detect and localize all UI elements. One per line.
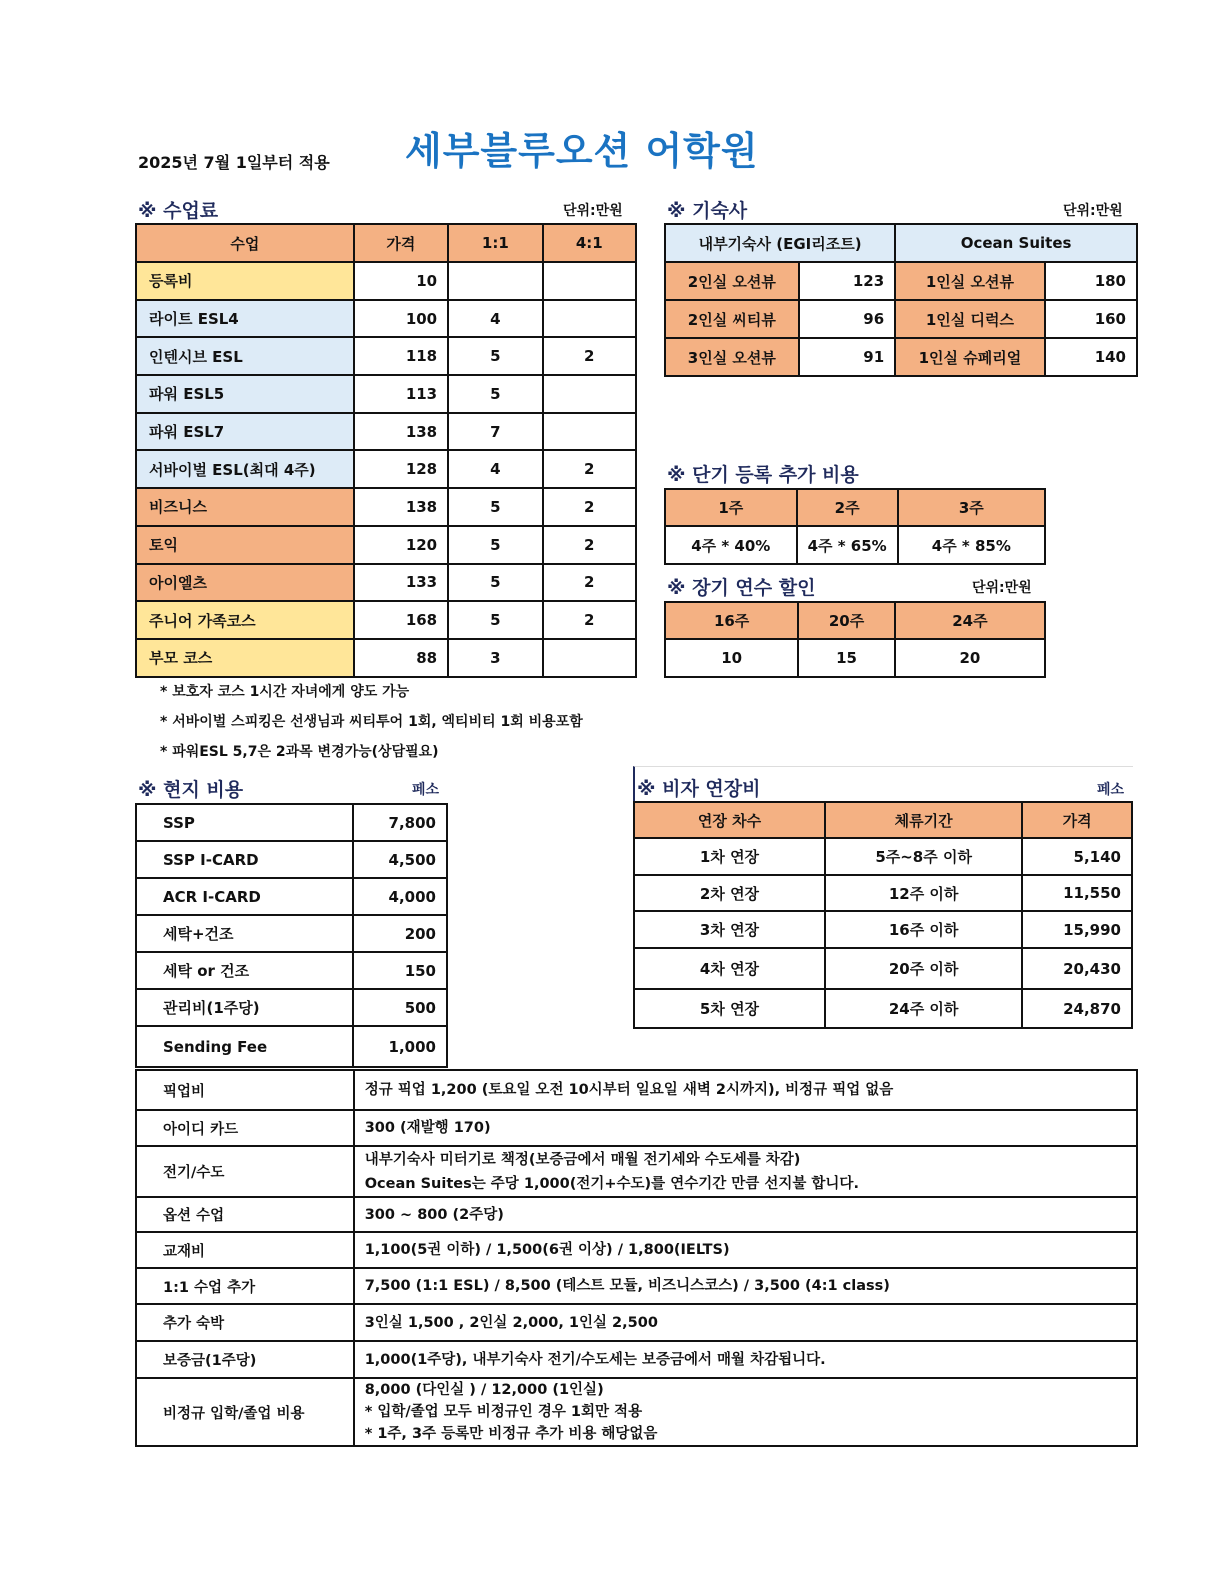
misc-value-line: 내부기숙사 미터기로 책정(보증금에서 매월 전기세와 수도세를 차감) xyxy=(364,1151,801,1168)
stay-period: 20주 이하 xyxy=(825,948,1022,989)
misc-value-line: 1,100(5권 이하) / 1,500(6권 이상) / 1,800(IELTS) xyxy=(364,1242,730,1258)
fee-name: 세탁 or 건조 xyxy=(136,952,353,989)
misc-value xyxy=(354,1268,1137,1304)
long-term-unit: 단위:만원 xyxy=(972,580,1032,596)
misc-row xyxy=(136,1304,1137,1341)
four-on-one-count xyxy=(543,262,636,300)
tuition-note: * 파워ESL 5,7은 2과목 변경가능(상담필요) xyxy=(160,744,439,760)
column-header: 3주 xyxy=(898,489,1045,526)
course-name: 비즈니스 xyxy=(136,488,354,526)
visa-price: 24,870 xyxy=(1022,989,1132,1028)
four-on-one-count: 2 xyxy=(543,564,636,602)
tuition-table xyxy=(135,223,637,678)
short-term-value: 4주 * 40% xyxy=(665,526,797,564)
tuition-row xyxy=(136,300,636,338)
misc-value-line: * 입학/졸업 모두 비정규인 경우 1회만 적용 xyxy=(364,1404,643,1420)
tuition-row xyxy=(136,337,636,375)
misc-value xyxy=(354,1341,1137,1378)
column-header: 체류기간 xyxy=(825,802,1022,838)
tuition-row xyxy=(136,488,636,526)
misc-row xyxy=(136,1070,1137,1110)
long-term-value: 15 xyxy=(798,639,895,677)
four-on-one-count: 2 xyxy=(543,488,636,526)
one-on-one-count: 5 xyxy=(448,337,542,375)
dorm-row xyxy=(665,300,1137,338)
tuition-row xyxy=(136,639,636,677)
page-title: 세부블루오션 어학원 xyxy=(405,129,759,173)
dorm-section-title: ※ 기숙사 xyxy=(667,200,748,222)
room-type: 2인실 오션뷰 xyxy=(665,262,799,300)
one-on-one-count: 5 xyxy=(448,526,542,564)
course-price: 138 xyxy=(354,488,448,526)
misc-value-line: 정규 픽업 1,200 (토요일 오전 10시부터 일요일 새벽 2시까지), 비정규 픽업 없음 xyxy=(364,1082,894,1098)
column-header: 가격 xyxy=(354,224,448,262)
one-on-one-count: 5 xyxy=(448,488,542,526)
tuition-row xyxy=(136,375,636,413)
tuition-row xyxy=(136,262,636,300)
one-on-one-count: 7 xyxy=(448,413,542,451)
long-term-value: 10 xyxy=(665,639,798,677)
misc-value-line: Ocean Suites는 주당 1,000(전기+수도)를 연수기간 만큼 선지불 합니다. xyxy=(364,1175,859,1192)
dorm-group-header: Ocean Suites xyxy=(895,224,1137,262)
visa-row xyxy=(634,838,1132,875)
fee-price: 150 xyxy=(353,952,448,989)
course-price: 113 xyxy=(354,375,448,413)
column-header: 2주 xyxy=(797,489,898,526)
course-name: 인텐시브 ESL xyxy=(136,337,354,375)
visa-price: 15,990 xyxy=(1022,911,1132,948)
tuition-section-title: ※ 수업료 xyxy=(138,200,219,222)
fee-name: 관리비(1주당) xyxy=(136,989,353,1026)
course-name: 아이엘츠 xyxy=(136,564,354,602)
one-on-one-count: 5 xyxy=(448,375,542,413)
misc-fees-table xyxy=(135,1069,1138,1447)
course-price: 128 xyxy=(354,450,448,488)
misc-value xyxy=(354,1232,1137,1268)
course-price: 100 xyxy=(354,300,448,338)
fee-name: ACR I-CARD xyxy=(136,878,353,915)
misc-value xyxy=(354,1070,1137,1110)
short-term-table xyxy=(664,488,1046,565)
local-fee-row xyxy=(136,1026,447,1067)
column-header: 수업 xyxy=(136,224,354,262)
fee-price: 1,000 xyxy=(353,1026,448,1067)
one-on-one-count: 5 xyxy=(448,564,542,602)
course-price: 168 xyxy=(354,601,448,639)
fee-name: 세탁+건조 xyxy=(136,915,353,952)
room-type: 3인실 오션뷰 xyxy=(665,338,799,376)
misc-row xyxy=(136,1232,1137,1268)
four-on-one-count: 2 xyxy=(543,337,636,375)
misc-label: 옵션 수업 xyxy=(136,1197,354,1232)
column-header: 16주 xyxy=(665,602,798,639)
local-fee-row xyxy=(136,804,447,841)
column-header: 4:1 xyxy=(543,224,636,262)
room-type: 1인실 슈페리얼 xyxy=(895,338,1045,376)
dorm-unit: 단위:만원 xyxy=(1063,203,1123,219)
short-term-value: 4주 * 65% xyxy=(797,526,898,564)
effective-date: 2025년 7월 1일부터 적용 xyxy=(138,153,330,172)
course-price: 133 xyxy=(354,564,448,602)
stay-period: 24주 이하 xyxy=(825,989,1022,1028)
visa-unit: 페소 xyxy=(1097,782,1125,798)
local-fee-row xyxy=(136,989,447,1026)
four-on-one-count: 2 xyxy=(543,450,636,488)
column-header: 24주 xyxy=(895,602,1045,639)
one-on-one-count xyxy=(448,262,542,300)
fee-name: SSP I-CARD xyxy=(136,841,353,878)
four-on-one-count xyxy=(543,639,636,677)
one-on-one-count: 3 xyxy=(448,639,542,677)
tuition-row xyxy=(136,413,636,451)
visa-row xyxy=(634,989,1132,1028)
visa-row xyxy=(634,948,1132,989)
column-header: 가격 xyxy=(1022,802,1132,838)
column-header: 1:1 xyxy=(448,224,542,262)
extension-round: 4차 연장 xyxy=(634,948,825,989)
one-on-one-count: 4 xyxy=(448,450,542,488)
misc-value xyxy=(354,1304,1137,1341)
fee-name: SSP xyxy=(136,804,353,841)
local-fees-unit: 페소 xyxy=(412,782,440,798)
local-fee-row xyxy=(136,952,447,989)
fee-price: 7,800 xyxy=(353,804,448,841)
misc-label: 전기/수도 xyxy=(136,1146,354,1197)
course-price: 10 xyxy=(354,262,448,300)
misc-value-line: 3인실 1,500 , 2인실 2,000, 1인실 2,500 xyxy=(364,1314,658,1331)
room-price: 160 xyxy=(1045,300,1137,338)
tuition-unit: 단위:만원 xyxy=(563,203,623,219)
visa-price: 20,430 xyxy=(1022,948,1132,989)
dorm-row xyxy=(665,262,1137,300)
long-term-value: 20 xyxy=(895,639,1045,677)
course-name: 토익 xyxy=(136,526,354,564)
four-on-one-count: 2 xyxy=(543,601,636,639)
misc-row xyxy=(136,1378,1137,1446)
misc-value-line: 1,000(1주당), 내부기숙사 전기/수도세는 보증금에서 매월 차감됩니다. xyxy=(364,1351,826,1368)
column-header: 1주 xyxy=(665,489,797,526)
column-header: 연장 차수 xyxy=(634,802,825,838)
local-fee-row xyxy=(136,878,447,915)
column-header: 20주 xyxy=(798,602,895,639)
fee-name: Sending Fee xyxy=(136,1026,353,1067)
dorm-group-header: 내부기숙사 (EGI리조트) xyxy=(665,224,895,262)
local-fee-row xyxy=(136,841,447,878)
dorm-row xyxy=(665,338,1137,376)
fee-price: 4,000 xyxy=(353,878,448,915)
course-price: 118 xyxy=(354,337,448,375)
misc-value xyxy=(354,1197,1137,1232)
misc-value-line: 7,500 (1:1 ESL) / 8,500 (테스트 모듈, 비즈니스코스) / 3,500 (4:1 class) xyxy=(364,1278,890,1294)
misc-value xyxy=(354,1378,1137,1446)
visa-row xyxy=(634,911,1132,948)
fee-price: 500 xyxy=(353,989,448,1026)
tuition-row xyxy=(136,601,636,639)
stay-period: 12주 이하 xyxy=(825,875,1022,911)
short-term-value: 4주 * 85% xyxy=(898,526,1045,564)
misc-row xyxy=(136,1146,1137,1197)
misc-value xyxy=(354,1110,1137,1146)
course-name: 주니어 가족코스 xyxy=(136,601,354,639)
room-price: 91 xyxy=(799,338,895,376)
visa-row xyxy=(634,875,1132,911)
misc-label: 교재비 xyxy=(136,1232,354,1268)
course-price: 88 xyxy=(354,639,448,677)
course-name: 라이트 ESL4 xyxy=(136,300,354,338)
extension-round: 5차 연장 xyxy=(634,989,825,1028)
course-name: 파워 ESL5 xyxy=(136,375,354,413)
misc-value-line: 300 (재발행 170) xyxy=(364,1120,491,1136)
one-on-one-count: 4 xyxy=(448,300,542,338)
four-on-one-count xyxy=(543,413,636,451)
local-fees-section-title: ※ 현지 비용 xyxy=(138,779,244,801)
visa-price: 11,550 xyxy=(1022,875,1132,911)
room-price: 180 xyxy=(1045,262,1137,300)
room-type: 2인실 씨티뷰 xyxy=(665,300,799,338)
stay-period: 5주~8주 이하 xyxy=(825,838,1022,875)
four-on-one-count xyxy=(543,300,636,338)
fee-price: 200 xyxy=(353,915,448,952)
misc-row xyxy=(136,1197,1137,1232)
misc-label: 보증금(1주당) xyxy=(136,1341,354,1378)
extension-round: 3차 연장 xyxy=(634,911,825,948)
visa-table xyxy=(633,801,1133,1029)
misc-label: 1:1 수업 추가 xyxy=(136,1268,354,1304)
room-type: 1인실 디럭스 xyxy=(895,300,1045,338)
course-price: 138 xyxy=(354,413,448,451)
misc-value-line: * 1주, 3주 등록만 비정규 추가 비용 해당없음 xyxy=(364,1426,658,1442)
short-term-section-title: ※ 단기 등록 추가 비용 xyxy=(667,464,859,486)
local-fee-row xyxy=(136,915,447,952)
tuition-note: * 서바이벌 스피킹은 선생님과 씨티투어 1회, 엑티비티 1회 비용포함 xyxy=(160,714,583,730)
room-price: 96 xyxy=(799,300,895,338)
local-fees-table xyxy=(135,803,448,1068)
tuition-row xyxy=(136,564,636,602)
tuition-row xyxy=(136,526,636,564)
misc-row xyxy=(136,1341,1137,1378)
stay-period: 16주 이하 xyxy=(825,911,1022,948)
visa-price: 5,140 xyxy=(1022,838,1132,875)
room-price: 140 xyxy=(1045,338,1137,376)
one-on-one-count: 5 xyxy=(448,601,542,639)
fee-price: 4,500 xyxy=(353,841,448,878)
course-name: 등록비 xyxy=(136,262,354,300)
long-term-section-title: ※ 장기 연수 할인 xyxy=(667,577,816,599)
misc-label: 아이디 카드 xyxy=(136,1110,354,1146)
tuition-note: * 보호자 코스 1시간 자녀에게 양도 가능 xyxy=(160,684,410,700)
extension-round: 1차 연장 xyxy=(634,838,825,875)
course-name: 파워 ESL7 xyxy=(136,413,354,451)
misc-value-line: 300 ~ 800 (2주당) xyxy=(364,1206,504,1223)
tuition-row xyxy=(136,450,636,488)
room-price: 123 xyxy=(799,262,895,300)
misc-label: 비정규 입학/졸업 비용 xyxy=(136,1378,354,1446)
extension-round: 2차 연장 xyxy=(634,875,825,911)
misc-row xyxy=(136,1268,1137,1304)
misc-value xyxy=(354,1146,1137,1197)
misc-row xyxy=(136,1110,1137,1146)
long-term-table xyxy=(664,601,1046,678)
misc-label: 추가 숙박 xyxy=(136,1304,354,1341)
visa-section-title: ※ 비자 연장비 xyxy=(637,778,761,800)
four-on-one-count: 2 xyxy=(543,526,636,564)
dorm-table xyxy=(664,223,1138,377)
course-name: 부모 코스 xyxy=(136,639,354,677)
misc-label: 픽업비 xyxy=(136,1070,354,1110)
room-type: 1인실 오션뷰 xyxy=(895,262,1045,300)
four-on-one-count xyxy=(543,375,636,413)
course-name: 서바이벌 ESL(최대 4주) xyxy=(136,450,354,488)
misc-value-line: 8,000 (다인실 ) / 12,000 (1인실) xyxy=(364,1382,604,1398)
course-price: 120 xyxy=(354,526,448,564)
